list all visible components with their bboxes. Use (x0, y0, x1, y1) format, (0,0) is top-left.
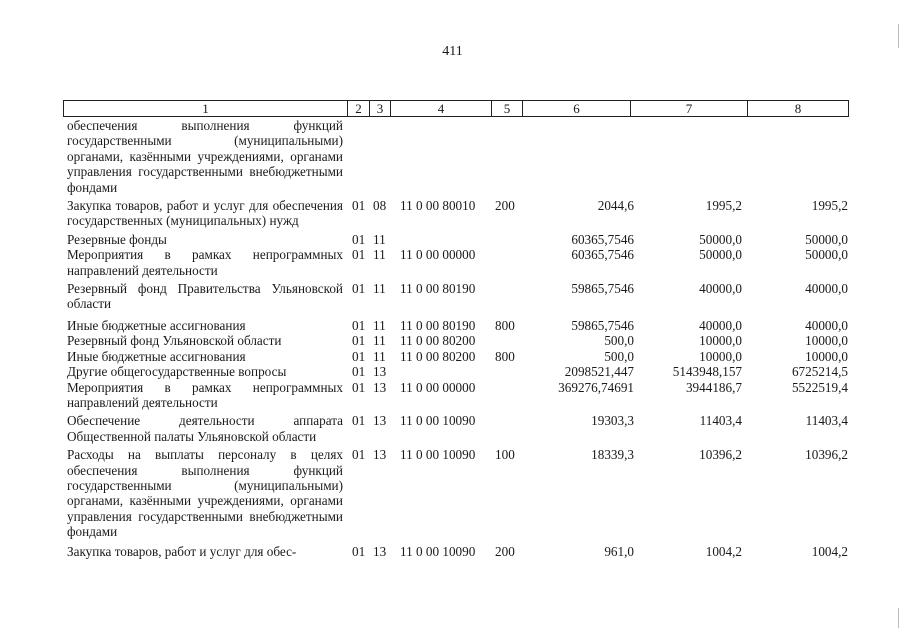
row-value-c8: 10396,2 (805, 447, 848, 463)
row-code-c2: 01 (352, 317, 366, 333)
row-code-c2: 01 (352, 231, 366, 247)
row-code-c4: 11 0 00 80200 (400, 348, 476, 364)
row-name: Иные бюджетные ассигнования (67, 348, 246, 364)
row-value-c8: 40000,0 (805, 317, 848, 333)
row-value-c8: 11403,4 (805, 413, 848, 429)
row-code-c2: 01 (352, 198, 366, 214)
row-value-c6: 500,0 (604, 348, 634, 364)
row-value-c7: 50000,0 (699, 247, 742, 263)
row-value-c6: 60365,7546 (571, 231, 634, 247)
table-row (0, 349, 905, 364)
row-name: Резервный фонд Правительства Ульяновской области (67, 281, 343, 312)
row-code-c5: 200 (495, 198, 515, 214)
table-row (0, 118, 905, 195)
row-value-c6: 369276,74691 (558, 379, 634, 395)
row-value-c8: 40000,0 (805, 281, 848, 297)
header-col-8: 8 (794, 101, 802, 116)
row-code-c5: 800 (495, 317, 515, 333)
row-value-c6: 2044,6 (597, 198, 634, 214)
row-value-c6: 18339,3 (591, 447, 634, 463)
row-code-c3: 13 (373, 364, 387, 380)
row-value-c7: 11403,4 (699, 413, 742, 429)
row-value-c7: 10000,0 (699, 348, 742, 364)
row-code-c4: 11 0 00 80200 (400, 333, 476, 349)
row-code-c3: 11 (373, 247, 386, 263)
row-value-c6: 961,0 (604, 543, 634, 559)
row-code-c2: 01 (352, 543, 366, 559)
row-code-c4: 11 0 00 00000 (400, 379, 476, 395)
scan-edge-mark (898, 24, 899, 48)
row-code-c2: 01 (352, 413, 366, 429)
header-col-7: 7 (631, 101, 748, 116)
header-col-2: 2 (348, 101, 370, 116)
row-value-c7: 10000,0 (699, 333, 742, 349)
row-name: Расходы на выплаты персоналу в целях обеспечения выполнения функций государственными (муниципальными) органами, казёнными учреждениями, органами управления государственными внебюджетными фондами (67, 447, 343, 540)
row-value-c8: 6725214,5 (791, 364, 848, 380)
row-name: Иные бюджетные ассигнования (67, 317, 246, 333)
row-code-c2: 01 (352, 364, 366, 380)
row-value-c8: 1004,2 (811, 543, 848, 559)
table-row (0, 247, 905, 278)
row-code-c2: 01 (352, 348, 366, 364)
row-name: Резервный фонд Ульяновской области (67, 333, 282, 349)
row-code-c5: 800 (495, 348, 515, 364)
row-code-c3: 13 (373, 447, 387, 463)
row-code-c4: 11 0 00 80190 (400, 317, 476, 333)
row-code-c4: 11 0 00 00000 (400, 247, 476, 263)
row-code-c3: 13 (373, 379, 387, 395)
table-row (0, 318, 905, 333)
scan-edge-mark (898, 608, 899, 628)
table-body (0, 118, 905, 559)
row-value-c8: 5522519,4 (791, 379, 848, 395)
row-value-c7: 40000,0 (699, 281, 742, 297)
row-code-c2: 01 (352, 379, 366, 395)
header-col-6: 6 (523, 101, 631, 116)
row-code-c4: 11 0 00 10090 (400, 413, 476, 429)
row-code-c5: 100 (495, 447, 515, 463)
row-value-c7: 50000,0 (699, 231, 742, 247)
row-name: Резервные фонды (67, 231, 167, 247)
row-name: Обеспечение деятельности аппарата Общественной палаты Ульяновской области (67, 413, 343, 444)
row-code-c3: 13 (373, 413, 387, 429)
table-row (0, 413, 905, 444)
table-row (0, 544, 905, 559)
row-code-c4: 11 0 00 80010 (400, 198, 476, 214)
row-code-c3: 11 (373, 281, 386, 297)
row-value-c8: 10000,0 (805, 333, 848, 349)
header-col-3: 3 (370, 101, 391, 116)
table-row (0, 380, 905, 411)
header-col-4: 4 (391, 101, 492, 116)
row-value-c6: 19303,3 (591, 413, 634, 429)
row-value-c8: 1995,2 (811, 198, 848, 214)
row-value-c7: 5143948,157 (672, 364, 742, 380)
row-code-c2: 01 (352, 447, 366, 463)
row-code-c3: 08 (373, 198, 387, 214)
row-value-c6: 60365,7546 (571, 247, 634, 263)
table-row (0, 364, 905, 379)
table-row (0, 447, 905, 539)
row-code-c2: 01 (352, 281, 366, 297)
row-code-c3: 11 (373, 317, 386, 333)
row-value-c6: 500,0 (604, 333, 634, 349)
row-code-c3: 11 (373, 231, 386, 247)
row-value-c8: 50000,0 (805, 247, 848, 263)
header-col-5: 5 (492, 101, 523, 116)
row-value-c7: 1004,2 (705, 543, 742, 559)
row-code-c3: 11 (373, 333, 386, 349)
row-value-c8: 50000,0 (805, 231, 848, 247)
row-value-c6: 59865,7546 (571, 281, 634, 297)
page-number: 411 (442, 44, 463, 59)
row-code-c2: 01 (352, 333, 366, 349)
table-row (0, 281, 905, 312)
row-value-c7: 1995,2 (705, 198, 742, 214)
row-value-c6: 59865,7546 (571, 317, 634, 333)
row-code-c3: 13 (373, 543, 387, 559)
row-value-c6: 2098521,447 (564, 364, 634, 380)
row-name: Мероприятия в рамках непрограммных направлений деятельности (67, 247, 343, 278)
row-code-c4: 11 0 00 80190 (400, 281, 476, 297)
row-value-c7: 40000,0 (699, 317, 742, 333)
row-code-c4: 11 0 00 10090 (400, 447, 476, 463)
row-name: обеспечения выполнения функций государственными (муниципальными) органами, казёнными учреждениями, органами управления государственными внебюджетными фондами (67, 118, 343, 195)
row-name: Мероприятия в рамках непрограммных направлений деятельности (67, 379, 343, 410)
row-name: Закупка товаров, работ и услуг для обеспечения государственных (муниципальных) нужд (67, 198, 343, 229)
row-code-c3: 11 (373, 348, 386, 364)
row-code-c2: 01 (352, 247, 366, 263)
row-name: Закупка товаров, работ и услуг для обес- (67, 543, 297, 559)
row-value-c8: 10000,0 (805, 348, 848, 364)
row-value-c7: 10396,2 (699, 447, 742, 463)
table-header (63, 100, 849, 117)
table-row (0, 232, 905, 247)
row-name: Другие общегосударственные вопросы (67, 364, 287, 380)
header-col-1: 1 (64, 101, 348, 116)
table-row (0, 198, 905, 229)
row-value-c7: 3944186,7 (685, 379, 742, 395)
row-code-c4: 11 0 00 10090 (400, 543, 476, 559)
row-code-c5: 200 (495, 543, 515, 559)
table-row (0, 333, 905, 348)
